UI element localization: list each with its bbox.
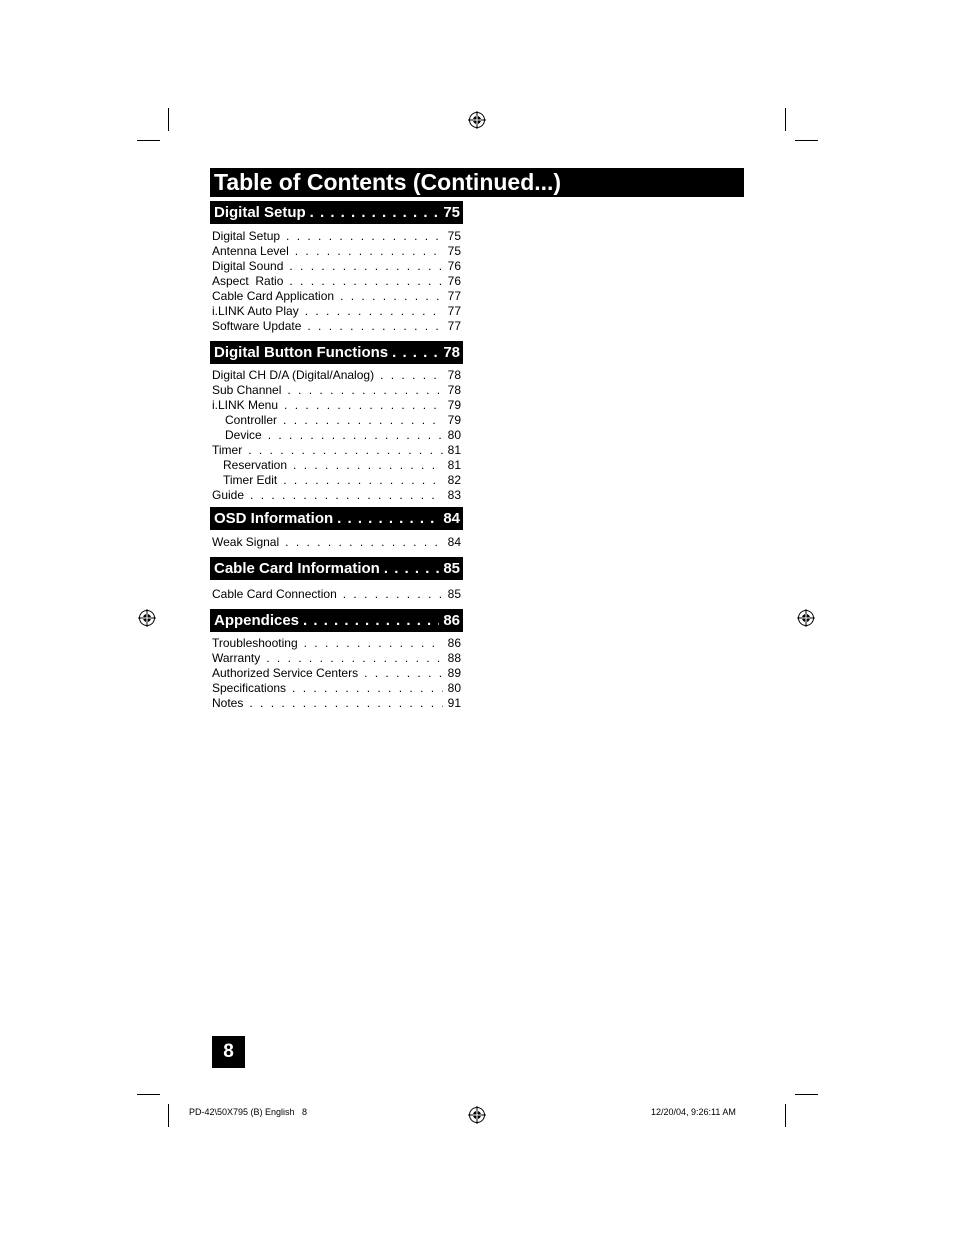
- toc-entry-label: Reservation: [223, 458, 288, 472]
- crop-mark: [168, 108, 169, 131]
- toc-section-appendices: [210, 609, 463, 711]
- toc-entry-label: Aspect Ratio: [212, 274, 284, 288]
- toc-subentry[interactable]: [210, 458, 463, 473]
- dot-leader: [287, 383, 442, 398]
- toc-entry-label: Warranty: [212, 651, 261, 665]
- crop-mark: [795, 1094, 818, 1095]
- crop-mark: [795, 140, 818, 141]
- toc-entry-label: Weak Signal: [212, 535, 280, 549]
- dot-leader: [310, 201, 440, 224]
- dot-leader: [293, 458, 443, 473]
- toc-entry-label: Troubleshooting: [212, 636, 298, 650]
- toc-entry-label: Antenna Level: [212, 244, 289, 258]
- crop-mark: [137, 1094, 160, 1095]
- toc-entry-page: 83: [447, 488, 461, 502]
- section-heading-label: OSD Information: [214, 510, 334, 527]
- registration-mark-icon: [468, 111, 486, 129]
- toc-entry-page: 77: [447, 319, 461, 333]
- toc-entry-label: i.LINK Auto Play: [212, 304, 299, 318]
- toc-entry[interactable]: [210, 443, 463, 458]
- toc-entry-page: 80: [447, 428, 461, 442]
- dot-leader: [283, 413, 443, 428]
- dot-leader: [248, 443, 442, 458]
- toc-entry-page: 88: [447, 651, 461, 665]
- section-heading-page: 85: [443, 560, 460, 577]
- toc-entry-page: 78: [447, 383, 461, 397]
- footer-slug-left: PD-42\50X795 (B) English 8: [189, 1107, 308, 1117]
- section-heading-page: 86: [443, 612, 460, 629]
- dot-leader: [292, 681, 443, 696]
- toc-subentry[interactable]: [210, 413, 463, 428]
- crop-mark: [137, 140, 160, 141]
- dot-leader: [384, 557, 439, 580]
- section-heading[interactable]: [210, 201, 463, 224]
- toc-entry-page: 89: [447, 666, 461, 680]
- toc-entry[interactable]: [210, 289, 463, 304]
- registration-mark-icon: [797, 609, 815, 627]
- toc-subentry[interactable]: [210, 428, 463, 443]
- section-heading-label: Digital Button Functions: [214, 344, 389, 361]
- section-heading-page: 78: [443, 344, 460, 361]
- toc-entry[interactable]: [210, 229, 463, 244]
- dot-leader: [307, 319, 442, 334]
- toc-entry-label: Device: [225, 428, 262, 442]
- toc-entry-label: Digital Sound: [212, 259, 284, 273]
- section-heading[interactable]: [210, 341, 463, 364]
- toc-entry-label: Digital Setup: [212, 229, 281, 243]
- toc-entry-page: 77: [447, 289, 461, 303]
- toc-entry-label: Authorized Service Centers: [212, 666, 359, 680]
- toc-entry[interactable]: [210, 383, 463, 398]
- toc-entry-page: 81: [447, 443, 461, 457]
- toc-entry-label: Software Update: [212, 319, 302, 333]
- dot-leader: [392, 341, 439, 364]
- toc-entry-page: 80: [447, 681, 461, 695]
- toc-entry[interactable]: [210, 681, 463, 696]
- toc-entry-page: 82: [447, 473, 461, 487]
- dot-leader: [343, 587, 443, 602]
- toc-section-cable-card-information: [210, 557, 463, 602]
- page-number: 8: [212, 1036, 245, 1068]
- toc-entry-page: 81: [447, 458, 461, 472]
- registration-mark-icon: [468, 1106, 486, 1124]
- toc-entry-page: 84: [447, 535, 461, 549]
- dot-leader: [380, 368, 443, 383]
- toc-entry[interactable]: [210, 651, 463, 666]
- dot-leader: [268, 428, 443, 443]
- dot-leader: [304, 636, 443, 651]
- crop-mark: [785, 1104, 786, 1127]
- toc-section-digital-setup: [210, 201, 463, 334]
- toc-entry-page: 85: [447, 587, 461, 601]
- page-title: Table of Contents (Continued...): [210, 168, 744, 197]
- dot-leader: [285, 535, 442, 550]
- toc-entry-page: 79: [447, 413, 461, 427]
- registration-mark-icon: [138, 609, 156, 627]
- section-heading-label: Appendices: [214, 612, 300, 629]
- toc-entry-label: Notes: [212, 696, 244, 710]
- toc-entry[interactable]: [210, 666, 463, 681]
- section-heading-page: 75: [443, 204, 460, 221]
- toc-entry[interactable]: [210, 304, 463, 319]
- toc-entry-page: 91: [447, 696, 461, 710]
- dot-leader: [249, 696, 442, 711]
- dot-leader: [340, 289, 443, 304]
- dot-leader: [305, 304, 443, 319]
- dot-leader: [295, 244, 443, 259]
- toc-entry-label: i.LINK Menu: [212, 398, 279, 412]
- toc-entry-label: Cable Card Connection: [212, 587, 337, 601]
- toc-entry[interactable]: [210, 368, 463, 383]
- toc-entry[interactable]: [210, 488, 463, 503]
- toc-entry[interactable]: [210, 696, 463, 711]
- toc-entry[interactable]: [210, 319, 463, 334]
- toc-entry-label: Controller: [225, 413, 278, 427]
- section-heading[interactable]: [210, 609, 463, 632]
- section-heading[interactable]: [210, 557, 463, 580]
- dot-leader: [266, 651, 442, 666]
- toc-entry[interactable]: [210, 636, 463, 651]
- crop-mark: [785, 108, 786, 131]
- toc-section-osd-information: [210, 507, 463, 550]
- toc-entry[interactable]: [210, 244, 463, 259]
- dot-leader: [283, 473, 442, 488]
- dot-leader: [289, 274, 442, 289]
- toc-entry-page: 78: [447, 368, 461, 382]
- toc-entry[interactable]: [210, 535, 463, 550]
- toc-entry-label: Timer: [212, 443, 243, 457]
- toc-entry-label: Cable Card Application: [212, 289, 335, 303]
- section-heading-label: Cable Card Information: [214, 560, 380, 577]
- dot-leader: [364, 666, 443, 681]
- section-heading-label: Digital Setup: [214, 204, 306, 221]
- toc-entry-label: Guide: [212, 488, 245, 502]
- toc-entry-page: 77: [447, 304, 461, 318]
- dot-leader: [286, 229, 443, 244]
- toc-entry-label: Specifications: [212, 681, 287, 695]
- toc-entry[interactable]: [210, 587, 463, 602]
- toc-entry[interactable]: [210, 398, 463, 413]
- section-heading-page: 84: [443, 510, 460, 527]
- toc-entry-page: 75: [447, 244, 461, 258]
- dot-leader: [250, 488, 443, 503]
- toc-entry-page: 86: [447, 636, 461, 650]
- dot-leader: [337, 507, 439, 530]
- section-heading[interactable]: [210, 507, 463, 530]
- toc-entry-page: 76: [447, 259, 461, 273]
- dot-leader: [303, 609, 439, 632]
- toc-entry-page: 76: [447, 274, 461, 288]
- toc-subentry[interactable]: [210, 473, 463, 488]
- toc-entry-label: Sub Channel: [212, 383, 282, 397]
- toc-entry-label: Digital CH D/A (Digital/Analog): [212, 368, 375, 382]
- toc-entry-page: 79: [447, 398, 461, 412]
- dot-leader: [284, 398, 443, 413]
- toc-entry[interactable]: [210, 274, 463, 289]
- toc-section-digital-button-functions: [210, 341, 463, 503]
- toc-entry-label: Timer Edit: [223, 473, 278, 487]
- crop-mark: [168, 1104, 169, 1127]
- footer-slug-right: 12/20/04, 9:26:11 AM: [651, 1107, 736, 1117]
- toc-entry-page: 75: [447, 229, 461, 243]
- toc-entry[interactable]: [210, 259, 463, 274]
- dot-leader: [289, 259, 442, 274]
